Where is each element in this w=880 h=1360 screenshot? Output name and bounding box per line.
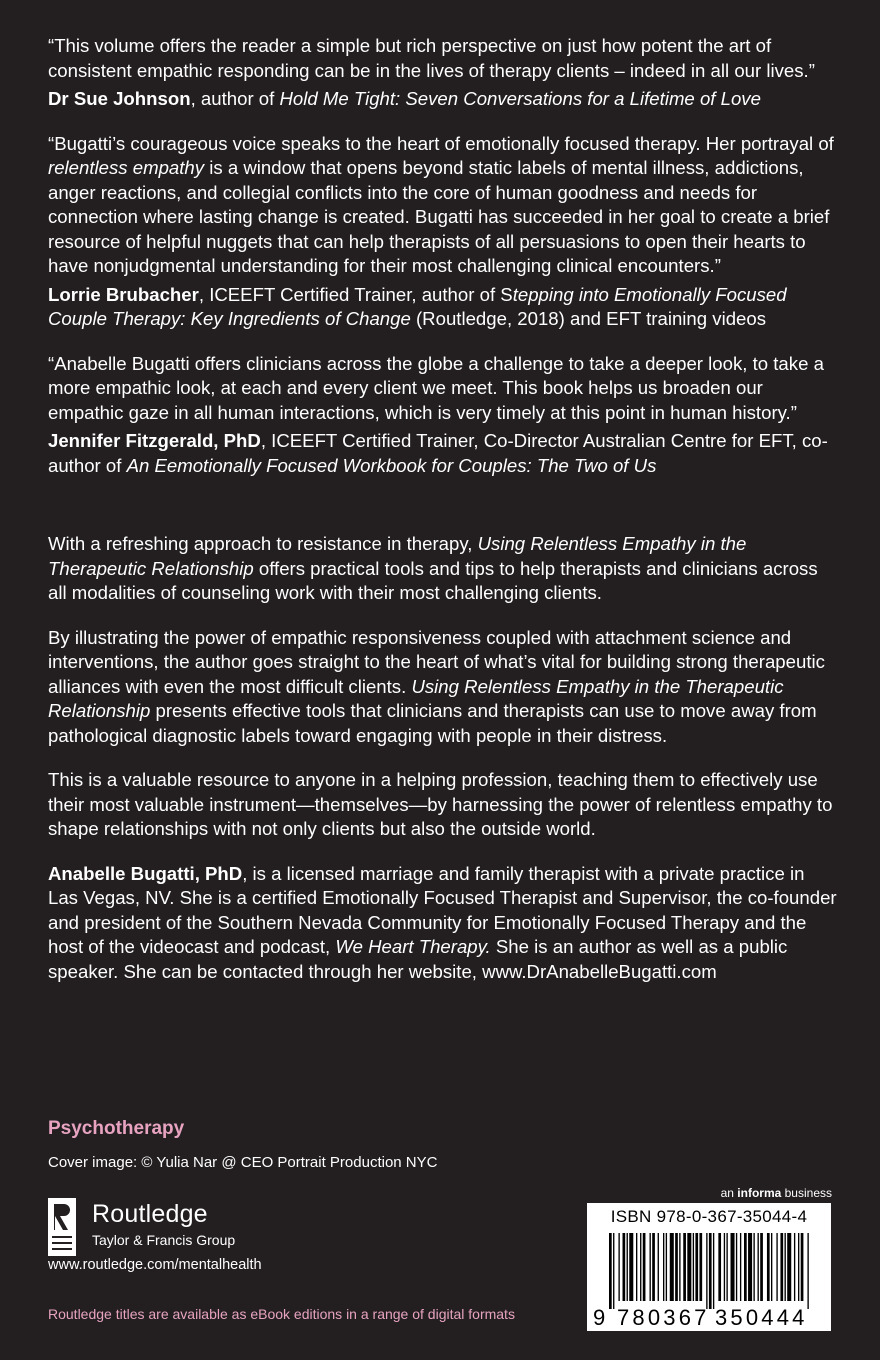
barcode-bar bbox=[670, 1233, 674, 1301]
publisher-name: Routledge bbox=[92, 1200, 208, 1228]
ebook-note: Routledge titles are available as eBook editions in a range of digital formats bbox=[48, 1306, 515, 1322]
informa-text: business bbox=[781, 1186, 832, 1200]
paragraph-text: With a refreshing approach to resistance in therapy, bbox=[48, 533, 478, 554]
barcode-bars bbox=[595, 1233, 823, 1309]
paragraph-text: By illustrating the power of empathic responsiveness coupled with attachment science and interventions, the author goes straight to the heart of what’s vital for building strong therapeutic alliances with even the most difficult clients. bbox=[48, 626, 825, 697]
book-title: Using Relentless Empathy in the Therapeutic Relationship bbox=[48, 675, 784, 721]
barcode-bar bbox=[618, 1233, 619, 1301]
barcode-bar bbox=[706, 1233, 707, 1309]
barcode-bar bbox=[663, 1233, 664, 1301]
barcode-bar bbox=[687, 1233, 691, 1301]
back-cover-text bbox=[48, 34, 838, 1004]
podcast-title: We Heart Therapy. bbox=[335, 936, 491, 957]
subject-category: Psychotherapy bbox=[48, 1118, 185, 1139]
barcode-bar bbox=[713, 1233, 714, 1309]
barcode-bar bbox=[787, 1233, 791, 1301]
barcode-bar bbox=[758, 1233, 759, 1301]
endorsement-1 bbox=[48, 34, 838, 112]
routledge-logo-icon bbox=[48, 1198, 76, 1256]
barcode-bar bbox=[609, 1233, 612, 1309]
barcode-bar bbox=[709, 1233, 712, 1309]
informa-tagline bbox=[721, 1186, 832, 1200]
barcode-bar bbox=[718, 1233, 721, 1301]
endorser-tail: (Routledge, 2018) and EFT training videos bbox=[410, 308, 767, 329]
barcode-bar bbox=[629, 1233, 633, 1301]
barcode-bar bbox=[753, 1233, 754, 1301]
barcode-bar bbox=[807, 1233, 808, 1309]
barcode-bar bbox=[726, 1233, 727, 1301]
barcode-bar bbox=[699, 1233, 702, 1301]
bio-text: , is a licensed marriage and family therapist with a private practice in Las Vegas, NV. She is a certified Emotionally Focused Therapist and Supervisor, the co-founder and president of the Southern Nevada Community for Emotionally Focused Therapy and the host of the videocast and podcast, bbox=[48, 862, 837, 957]
description-paragraph-2 bbox=[48, 626, 838, 749]
author-bio bbox=[48, 862, 838, 985]
barcode-bar bbox=[640, 1233, 641, 1301]
barcode-bar bbox=[776, 1233, 777, 1301]
endorsement-2 bbox=[48, 132, 838, 332]
barcode-bar bbox=[780, 1233, 783, 1301]
barcode-bar bbox=[731, 1233, 735, 1301]
barcode-bar bbox=[623, 1233, 626, 1301]
endorser-name: Dr Sue Johnson bbox=[48, 88, 191, 109]
barcode-bar bbox=[736, 1233, 737, 1301]
author-name: Anabelle Bugatti, PhD bbox=[48, 862, 243, 884]
publisher-group: Taylor & Francis Group bbox=[92, 1232, 236, 1248]
endorser-name: Lorrie Brubacher bbox=[48, 283, 199, 305]
endorsement-attribution bbox=[48, 87, 838, 112]
endorser-work-title: tepping into Emotionally Focused Couple Therapy: Key Ingredients of Change bbox=[48, 283, 787, 329]
barcode-bar bbox=[675, 1233, 678, 1301]
barcode-bar bbox=[695, 1233, 698, 1301]
endorser-name: Jennifer Fitzgerald, PhD bbox=[48, 430, 261, 451]
barcode-bar bbox=[794, 1233, 795, 1301]
endorsement-quote: “Anabelle Bugatti offers clinicians across the globe a challenge to take a deeper look, to take a more empathic look, at each and every client we meet. This book helps us broaden our empathic gaze in all human interactions, which is very timely at this point in human history.” bbox=[48, 352, 824, 423]
quote-text: is a window that opens beyond static labels of mental illness, addictions, anger reactions, and collegial conflicts into the core of human goodness and needs for connection where lasting change is created. Bugatti has succeeded in her goal to create a brief resource of helpful nuggets that can help therapists of all persuasions to open their hearts to have nonjudgmental understanding for their most challenging clinical encounters.” bbox=[48, 157, 830, 276]
barcode-bar bbox=[693, 1233, 694, 1301]
barcode-bar bbox=[652, 1233, 655, 1301]
barcode-bar bbox=[643, 1233, 646, 1301]
barcode-bar bbox=[771, 1233, 772, 1301]
barcode-bar bbox=[650, 1233, 651, 1301]
bio-text: She is an author as well as a public speaker. She can be contacted through her website, www.DrAnabelleBugatti.com bbox=[48, 936, 788, 982]
barcode-bar bbox=[683, 1233, 686, 1301]
paragraph-text: offers practical tools and tips to help therapists and clinicians across all modalities of counseling work with their most challenging clients. bbox=[48, 557, 818, 603]
endorsement-attribution bbox=[48, 283, 838, 332]
endorsement-3 bbox=[48, 352, 838, 479]
barcode-digit-first: 9 bbox=[593, 1305, 607, 1330]
quote-text: “Bugatti’s courageous voice speaks to the heart of emotionally focused therapy. Her portrayal of bbox=[48, 132, 834, 154]
description-paragraph-1 bbox=[48, 532, 838, 606]
paragraph-text: presents effective tools that clinicians and therapists can use to move away from pathological diagnostic labels toward engaging with people in their distress. bbox=[48, 700, 817, 746]
barcode-bar bbox=[767, 1233, 770, 1301]
barcode-bar bbox=[724, 1233, 725, 1301]
cover-image-credit: Cover image: © Yulia Nar @ CEO Portrait Production NYC bbox=[48, 1154, 438, 1171]
endorser-role: , ICEEFT Certified Trainer, Co-Director Australian Centre for EFT, co-author of bbox=[48, 430, 828, 476]
informa-brand: informa bbox=[737, 1186, 782, 1200]
barcode-bar bbox=[785, 1233, 786, 1301]
endorsement-attribution bbox=[48, 429, 838, 478]
endorser-role: , ICEEFT Certified Trainer, author of S bbox=[198, 283, 513, 305]
barcode-bar bbox=[636, 1233, 637, 1301]
endorser-role: , author of bbox=[190, 88, 280, 109]
barcode-bar bbox=[613, 1233, 614, 1309]
barcode-bar bbox=[666, 1233, 667, 1301]
barcode-digits-right: 350444 bbox=[715, 1305, 808, 1330]
endorser-work-title: An Eemotionally Focused Workbook for Couples: The Two of Us bbox=[126, 454, 657, 476]
isbn-barcode bbox=[587, 1203, 831, 1331]
endorsement-quote bbox=[48, 132, 838, 279]
isbn-number: ISBN 978-0-367-35044-4 bbox=[610, 1207, 808, 1226]
informa-text: an bbox=[720, 1186, 738, 1200]
barcode-bar bbox=[760, 1233, 763, 1301]
barcode-bar bbox=[740, 1233, 741, 1301]
book-title: Using Relentless Empathy in the Therapeutic Relationship bbox=[48, 533, 747, 579]
endorser-work-title: Hold Me Tight: Seven Conversations for a Lifetime of Love bbox=[279, 88, 761, 109]
quote-emphasis: relentless empathy bbox=[48, 157, 205, 178]
endorsement-quote: “This volume offers the reader a simple but rich perspective on just how potent the art of consistent empathic responding can be in the lives of therapy clients – indeed in all our lives.” bbox=[48, 35, 815, 81]
description-paragraph-3: This is a valuable resource to anyone in a helping profession, teaching them to effectively use their most valuable instrument—themselves—by harnessing the power of relentless empathy to shape relationships with not only clients but also the outside world. bbox=[48, 769, 833, 839]
barcode-bar bbox=[801, 1233, 804, 1301]
barcode-digits-left: 780367 bbox=[617, 1305, 710, 1330]
barcode-bar bbox=[798, 1233, 799, 1301]
barcode-bar bbox=[627, 1233, 628, 1301]
barcode-bar bbox=[748, 1233, 752, 1301]
barcode-bar bbox=[744, 1233, 747, 1301]
barcode-bar bbox=[679, 1233, 680, 1301]
barcode-bar bbox=[658, 1233, 659, 1301]
publisher-url[interactable]: www.routledge.com/mentalhealth bbox=[48, 1257, 262, 1273]
